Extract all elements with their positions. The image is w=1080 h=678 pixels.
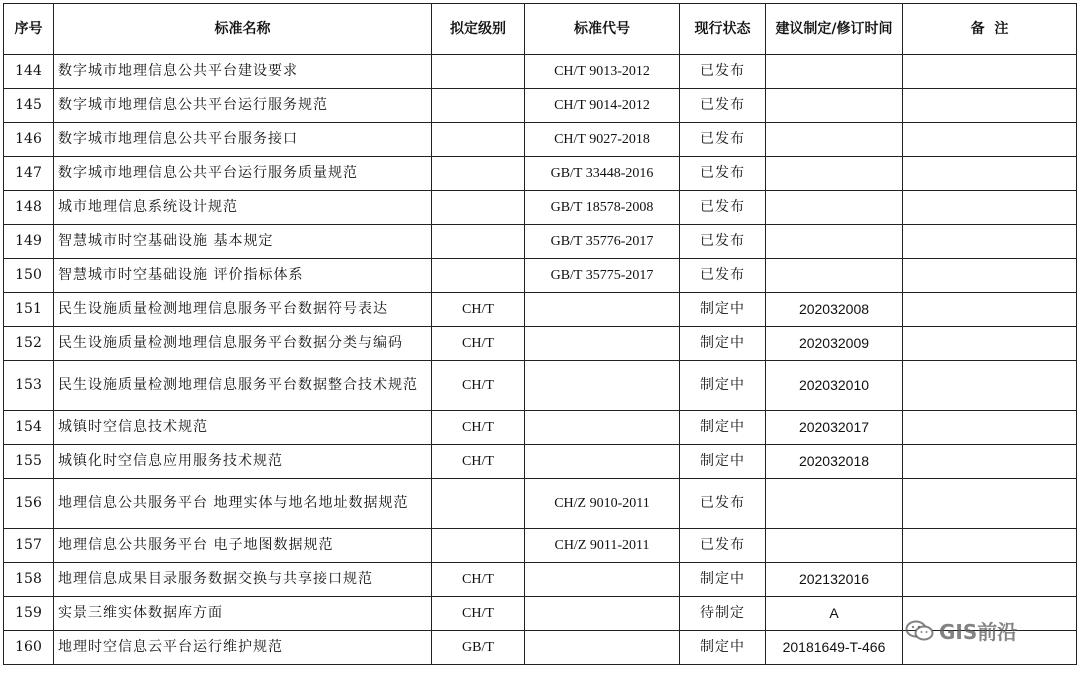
cell-note xyxy=(903,411,1077,445)
cell-level xyxy=(432,225,525,259)
cell-name: 地理信息公共服务平台 地理实体与地名地址数据规范 xyxy=(54,479,432,529)
cell-code xyxy=(525,327,680,361)
cell-index: 148 xyxy=(4,191,54,225)
cell-level: CH/T xyxy=(432,597,525,631)
table-row xyxy=(4,225,1077,259)
cell-code xyxy=(525,445,680,479)
cell-status: 制定中 xyxy=(680,361,766,411)
table-row xyxy=(4,55,1077,89)
cell-note xyxy=(903,445,1077,479)
cell-code: GB/T 33448-2016 xyxy=(525,157,680,191)
cell-index: 160 xyxy=(4,631,54,665)
cell-note xyxy=(903,361,1077,411)
cell-status: 已发布 xyxy=(680,157,766,191)
watermark xyxy=(905,616,1017,645)
cell-index: 154 xyxy=(4,411,54,445)
cell-code: GB/T 35776-2017 xyxy=(525,225,680,259)
cell-note xyxy=(903,89,1077,123)
cell-note xyxy=(903,479,1077,529)
cell-status: 已发布 xyxy=(680,55,766,89)
cell-index: 145 xyxy=(4,89,54,123)
cell-code: CH/T 9013-2012 xyxy=(525,55,680,89)
table-row xyxy=(4,445,1077,479)
cell-name: 民生设施质量检测地理信息服务平台数据整合技术规范 xyxy=(54,361,432,411)
cell-status: 已发布 xyxy=(680,191,766,225)
cell-time xyxy=(766,479,903,529)
cell-name: 城镇时空信息技术规范 xyxy=(54,411,432,445)
cell-level: CH/T xyxy=(432,327,525,361)
cell-level xyxy=(432,55,525,89)
cell-name: 民生设施质量检测地理信息服务平台数据符号表达 xyxy=(54,293,432,327)
cell-note xyxy=(903,293,1077,327)
cell-code xyxy=(525,411,680,445)
cell-time xyxy=(766,157,903,191)
cell-note xyxy=(903,123,1077,157)
cell-name: 智慧城市时空基础设施 基本规定 xyxy=(54,225,432,259)
table-row xyxy=(4,89,1077,123)
cell-time xyxy=(766,225,903,259)
cell-name: 城镇化时空信息应用服务技术规范 xyxy=(54,445,432,479)
cell-name: 数字城市地理信息公共平台建设要求 xyxy=(54,55,432,89)
cell-name: 地理时空信息云平台运行维护规范 xyxy=(54,631,432,665)
cell-note xyxy=(903,225,1077,259)
cell-status: 已发布 xyxy=(680,479,766,529)
cell-code: GB/T 35775-2017 xyxy=(525,259,680,293)
watermark-text: GIS前沿 xyxy=(939,620,1018,644)
cell-name: 地理信息公共服务平台 电子地图数据规范 xyxy=(54,529,432,563)
cell-note xyxy=(903,529,1077,563)
cell-time xyxy=(766,529,903,563)
table-row xyxy=(4,411,1077,445)
cell-status: 已发布 xyxy=(680,529,766,563)
cell-time xyxy=(766,89,903,123)
cell-status: 已发布 xyxy=(680,89,766,123)
cell-status: 制定中 xyxy=(680,293,766,327)
cell-time: 202032017 xyxy=(766,411,903,445)
cell-status: 制定中 xyxy=(680,445,766,479)
cell-index: 159 xyxy=(4,597,54,631)
cell-name: 实景三维实体数据库方面 xyxy=(54,597,432,631)
cell-index: 153 xyxy=(4,361,54,411)
cell-code xyxy=(525,597,680,631)
cell-code xyxy=(525,631,680,665)
table-row xyxy=(4,529,1077,563)
cell-time: 202132016 xyxy=(766,563,903,597)
cell-name: 数字城市地理信息公共平台服务接口 xyxy=(54,123,432,157)
cell-index: 152 xyxy=(4,327,54,361)
cell-status: 制定中 xyxy=(680,327,766,361)
cell-status: 制定中 xyxy=(680,411,766,445)
header-status: 现行状态 xyxy=(680,4,766,55)
cell-time: 202032018 xyxy=(766,445,903,479)
cell-note xyxy=(903,259,1077,293)
cell-index: 150 xyxy=(4,259,54,293)
cell-level: CH/T xyxy=(432,361,525,411)
cell-time xyxy=(766,259,903,293)
table-row xyxy=(4,157,1077,191)
cell-status: 已发布 xyxy=(680,259,766,293)
cell-time: A xyxy=(766,597,903,631)
cell-code: CH/Z 9010-2011 xyxy=(525,479,680,529)
cell-status: 待制定 xyxy=(680,597,766,631)
table-row xyxy=(4,563,1077,597)
cell-code: CH/T 9014-2012 xyxy=(525,89,680,123)
cell-level: CH/T xyxy=(432,293,525,327)
cell-note xyxy=(903,191,1077,225)
cell-level xyxy=(432,191,525,225)
cell-index: 144 xyxy=(4,55,54,89)
table-row xyxy=(4,123,1077,157)
cell-index: 147 xyxy=(4,157,54,191)
cell-time: 20181649-T-466 xyxy=(766,631,903,665)
cell-time xyxy=(766,123,903,157)
header-note: 备 注 xyxy=(903,4,1077,55)
header-name: 标准名称 xyxy=(54,4,432,55)
cell-time xyxy=(766,191,903,225)
cell-level xyxy=(432,157,525,191)
cell-name: 地理信息成果目录服务数据交换与共享接口规范 xyxy=(54,563,432,597)
cell-index: 151 xyxy=(4,293,54,327)
cell-level: GB/T xyxy=(432,631,525,665)
cell-name: 城市地理信息系统设计规范 xyxy=(54,191,432,225)
table-row xyxy=(4,327,1077,361)
cell-code xyxy=(525,293,680,327)
cell-level xyxy=(432,123,525,157)
table-row xyxy=(4,191,1077,225)
cell-note xyxy=(903,563,1077,597)
cell-note xyxy=(903,157,1077,191)
cell-status: 已发布 xyxy=(680,123,766,157)
table-row xyxy=(4,479,1077,529)
cell-time xyxy=(766,55,903,89)
cell-name: 数字城市地理信息公共平台运行服务规范 xyxy=(54,89,432,123)
cell-level xyxy=(432,89,525,123)
cell-level xyxy=(432,259,525,293)
header-row xyxy=(4,4,1077,55)
cell-code xyxy=(525,563,680,597)
cell-time: 202032008 xyxy=(766,293,903,327)
cell-level: CH/T xyxy=(432,445,525,479)
cell-code: CH/Z 9011-2011 xyxy=(525,529,680,563)
cell-index: 156 xyxy=(4,479,54,529)
cell-note xyxy=(903,327,1077,361)
cell-code xyxy=(525,361,680,411)
cell-time: 202032010 xyxy=(766,361,903,411)
cell-level: CH/T xyxy=(432,411,525,445)
cell-level xyxy=(432,479,525,529)
cell-index: 149 xyxy=(4,225,54,259)
cell-note xyxy=(903,55,1077,89)
table-row xyxy=(4,361,1077,411)
cell-status: 制定中 xyxy=(680,631,766,665)
header-index: 序号 xyxy=(4,4,54,55)
header-code: 标准代号 xyxy=(525,4,680,55)
wechat-icon xyxy=(905,619,935,643)
cell-level: CH/T xyxy=(432,563,525,597)
cell-status: 制定中 xyxy=(680,563,766,597)
header-level: 拟定级别 xyxy=(432,4,525,55)
cell-name: 智慧城市时空基础设施 评价指标体系 xyxy=(54,259,432,293)
standards-table xyxy=(3,3,1077,665)
cell-index: 157 xyxy=(4,529,54,563)
table-row xyxy=(4,293,1077,327)
table-row xyxy=(4,259,1077,293)
cell-name: 民生设施质量检测地理信息服务平台数据分类与编码 xyxy=(54,327,432,361)
cell-index: 155 xyxy=(4,445,54,479)
cell-code: CH/T 9027-2018 xyxy=(525,123,680,157)
cell-name: 数字城市地理信息公共平台运行服务质量规范 xyxy=(54,157,432,191)
header-time: 建议制定/修订时间 xyxy=(766,4,903,55)
cell-level xyxy=(432,529,525,563)
cell-index: 146 xyxy=(4,123,54,157)
cell-code: GB/T 18578-2008 xyxy=(525,191,680,225)
cell-time: 202032009 xyxy=(766,327,903,361)
cell-status: 已发布 xyxy=(680,225,766,259)
cell-index: 158 xyxy=(4,563,54,597)
